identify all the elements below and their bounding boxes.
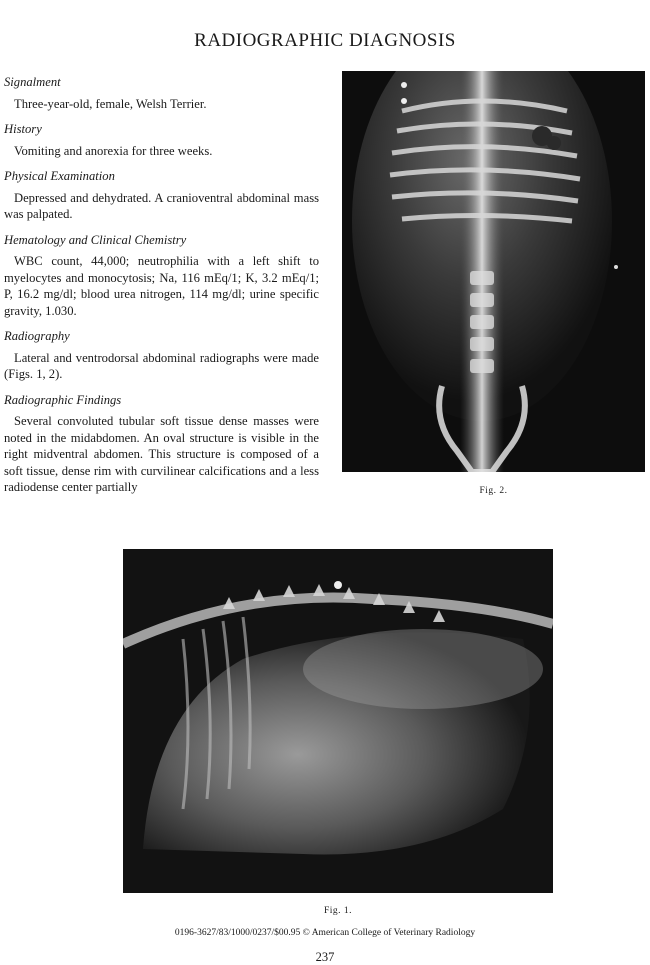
figure-2-radiograph — [342, 71, 645, 472]
section-text: Three-year-old, female, Welsh Terrier. — [14, 96, 207, 111]
section-text: WBC count, 44,000; neutrophilia with a left shift to myelocytes and monocytosis; Na, 116 mEq/1; K, 3.2 mEq/1; P, 16.2 mg/dl; blood urea nitrogen, 114 mg/dl; urine specific gravity, 1.030. — [4, 254, 319, 318]
section-heading: History — [4, 122, 42, 136]
ventrodorsal-radiograph-image — [342, 71, 645, 472]
figure-1-radiograph — [123, 549, 553, 893]
section-heading: Signalment — [4, 75, 61, 89]
section-heading: Radiography — [4, 329, 70, 343]
section-heading: Hematology and Clinical Chemistry — [4, 232, 187, 247]
figure-2-caption: Fig. 2. — [479, 486, 508, 496]
left-text-column — [4, 74, 319, 505]
copyright-line: 0196-3627/83/1000/0237/$00.95 © American College of Veterinary Radiology — [174, 928, 476, 938]
section-history — [4, 121, 319, 159]
section-radiographic-findings — [4, 392, 319, 496]
lateral-radiograph-image — [123, 549, 553, 893]
section-text: Depressed and dehydrated. A cranioventral abdominal mass was palpated. — [4, 190, 319, 221]
section-text: Lateral and ventrodorsal abdominal radiographs were made (Figs. 1, 2). — [4, 350, 319, 381]
section-text: Several convoluted tubular soft tissue dense masses were noted in the midabdomen. An oval structure is visible in the right midventral abdomen. This structure is composed of a soft tissue, dense rim with curvilinear calcifications and a less radiodense center partially — [4, 414, 319, 494]
section-physical-examination — [4, 168, 319, 223]
section-text: Vomiting and anorexia for three weeks. — [14, 143, 213, 158]
section-heading: Radiographic Findings — [4, 392, 122, 407]
section-hematology — [4, 232, 319, 320]
figure-1-caption: Fig. 1. — [323, 906, 353, 916]
section-heading: Physical Examination — [4, 169, 115, 183]
page-number: 237 — [315, 950, 335, 964]
section-radiography — [4, 328, 319, 383]
page-title: RADIOGRAPHIC DIAGNOSIS — [194, 30, 456, 51]
section-signalment — [4, 74, 319, 112]
